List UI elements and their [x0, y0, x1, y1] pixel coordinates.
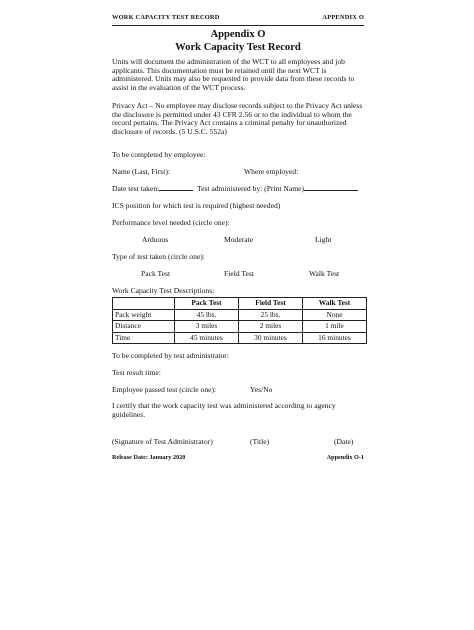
- date-caption: (Date): [334, 437, 354, 446]
- document-title: Work Capacity Test Record: [175, 42, 301, 53]
- table-cell: 16 minutes: [303, 332, 367, 344]
- table-cell: Time: [113, 332, 175, 344]
- where-employed-label: Where employed:: [244, 167, 299, 176]
- performance-level-label: Performance level needed (circle one):: [112, 218, 230, 227]
- table-cell: 45 minutes: [175, 332, 239, 344]
- table-cell: 45 lbs.: [175, 309, 239, 321]
- table-header-cell: Pack Test: [175, 298, 239, 310]
- intro-paragraph: Units will document the administration of the WCT to all employees and job applicants. This documentation must be retained until the next WCT is administered. Units may also be requested to provide data from these records to assist in the evaluation of the WCT process.: [112, 57, 355, 92]
- administered-by-blank[interactable]: [304, 184, 358, 191]
- test-type-label: Type of test taken (circle one):: [112, 252, 205, 261]
- descriptions-label: Work Capacity Test Descriptions:: [112, 286, 215, 295]
- appendix-title: Appendix O: [210, 29, 266, 40]
- table-cell: 25 lbs.: [239, 309, 303, 321]
- signature-caption: (Signature of Test Administrator): [112, 437, 213, 446]
- employee-section-heading: To be completed by employee:: [112, 150, 206, 159]
- administered-by-label: Test administered by: (Print Name): [197, 184, 305, 193]
- admin-section-heading: To be completed by test administrator:: [112, 351, 229, 360]
- table-row: [113, 332, 367, 344]
- name-label: Name (Last, First):: [112, 167, 170, 176]
- passed-yes-no-option[interactable]: Yes/No: [250, 385, 273, 394]
- privacy-act-paragraph: Privacy Act – No employee may disclose records subject to the Privacy Act unless the disclosure is permitted under 43 CFR 2.56 or to the individual to whom the record pertains. The Privacy Act contains a criminal penalty for unauthorized disclosure of records. (5 U.S.C. 552a): [112, 101, 363, 136]
- table-header-row: [113, 298, 367, 310]
- table-header-cell: Walk Test: [303, 298, 367, 310]
- running-header-right: APPENDIX O: [322, 14, 364, 21]
- release-date-footer: Release Date: January 2020: [112, 454, 186, 461]
- ics-position-label: ICS position for which test is required (highest needed): [112, 201, 281, 210]
- table-cell: Distance: [113, 321, 175, 333]
- type-option-pack-test[interactable]: Pack Test: [141, 269, 171, 278]
- table-cell: 1 mile: [303, 321, 367, 333]
- table-cell: 30 minutes: [239, 332, 303, 344]
- administered-by-field[interactable]: [197, 184, 358, 193]
- type-option-walk-test[interactable]: Walk Test: [309, 269, 340, 278]
- table-header-cell: Field Test: [239, 298, 303, 310]
- header-rule: [112, 25, 364, 26]
- page-number-footer: Appendix O-1: [326, 454, 364, 461]
- table-cell: 2 miles: [239, 321, 303, 333]
- table-cell: None: [303, 309, 367, 321]
- table-cell: 3 miles: [175, 321, 239, 333]
- title-caption: (Title): [250, 437, 270, 446]
- result-time-label: Test result time:: [112, 368, 161, 377]
- wct-descriptions-table: [112, 297, 367, 344]
- level-option-arduous[interactable]: Arduous: [142, 235, 169, 244]
- passed-test-label: Employee passed test (circle one):: [112, 385, 217, 394]
- running-header-left: WORK CAPACITY TEST RECORD: [112, 14, 220, 21]
- table-header-cell: [113, 298, 175, 310]
- table-row: [113, 309, 367, 321]
- date-taken-field[interactable]: [112, 184, 193, 193]
- date-taken-blank[interactable]: [159, 184, 193, 191]
- table-row: [113, 321, 367, 333]
- date-taken-label: Date test taken:: [112, 184, 160, 193]
- table-cell: Pack weight: [113, 309, 175, 321]
- certification-statement: I certify that the work capacity test was administered according to agency guidelines.: [112, 401, 336, 419]
- level-option-moderate[interactable]: Moderate: [224, 235, 254, 244]
- type-option-field-test[interactable]: Field Test: [224, 269, 254, 278]
- level-option-light[interactable]: Light: [315, 235, 332, 244]
